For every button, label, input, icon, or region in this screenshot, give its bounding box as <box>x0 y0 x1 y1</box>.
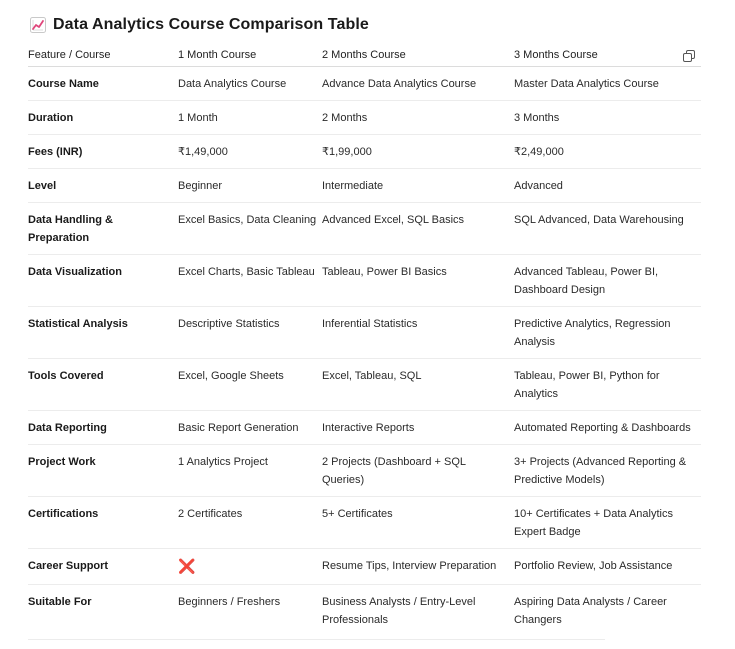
row-feature: Suitable For <box>28 596 92 608</box>
chart-increasing-icon <box>30 17 46 33</box>
row-feature: Statistical Analysis <box>28 307 178 359</box>
row-feature: Course Name <box>28 67 178 101</box>
cell-1-month: 2 Certificates <box>178 497 322 549</box>
cell-2-months: 2 Projects (Dashboard + SQL Queries) <box>322 445 514 497</box>
table-row <box>28 135 701 169</box>
cell-3-months: 3 Months <box>514 101 701 135</box>
table-row <box>28 411 701 445</box>
cell-3-months: ₹2,49,000 <box>514 135 701 169</box>
cell-2-months: 5+ Certificates <box>322 497 514 549</box>
comparison-table <box>28 44 701 636</box>
cell-3-months: 10+ Certificates + Data Analytics Expert Badge <box>514 497 701 549</box>
table-row <box>28 307 701 359</box>
row-feature: Data Reporting <box>28 411 178 445</box>
table-row <box>28 203 701 255</box>
cell-2-months: ₹1,99,000 <box>322 135 514 169</box>
row-feature: Data Handling & Preparation <box>28 203 178 255</box>
cell-2-months: Interactive Reports <box>322 411 514 445</box>
cell-1-month: Descriptive Statistics <box>178 307 322 359</box>
column-header-feature: Feature / Course <box>28 44 178 67</box>
cell-3-months: Advanced Tableau, Power BI, Dashboard Design <box>514 255 701 307</box>
cell-3-months: Tableau, Power BI, Python for Analytics <box>514 359 701 411</box>
table-row <box>28 359 701 411</box>
table-row <box>28 169 701 203</box>
cell-2-months: Business Analysts / Entry-Level Professionals <box>322 596 476 626</box>
cross-mark-icon: ❌ <box>178 558 196 574</box>
table-row <box>28 549 701 585</box>
cell-1-month: Beginner <box>178 169 322 203</box>
cell-2-months: Tableau, Power BI Basics <box>322 255 514 307</box>
cell-3-months: Predictive Analytics, Regression Analysis <box>514 307 701 359</box>
row-feature: Level <box>28 169 178 203</box>
cell-2-months: Intermediate <box>322 169 514 203</box>
cell-2-months: Advanced Excel, SQL Basics <box>322 203 514 255</box>
comparison-table-container <box>28 44 701 636</box>
cell-3-months: Automated Reporting & Dashboards <box>514 411 701 445</box>
table-header-row <box>28 44 701 67</box>
cell-1-month: Beginners / Freshers <box>178 596 281 608</box>
table-row <box>28 445 701 497</box>
page-title: Data Analytics Course Comparison Table <box>53 16 369 33</box>
cell-1-month: 1 Month <box>178 101 322 135</box>
table-row <box>28 101 701 135</box>
cell-1-month: Basic Report Generation <box>178 411 322 445</box>
cell-2-months: 2 Months <box>322 101 514 135</box>
column-header-1-month: 1 Month Course <box>178 44 322 67</box>
cell-3-months: Aspiring Data Analysts / Career Changers <box>514 596 667 626</box>
cell-1-month: Data Analytics Course <box>178 67 322 101</box>
cell-3-months: Master Data Analytics Course <box>514 67 701 101</box>
cell-1-month: Excel, Google Sheets <box>178 359 322 411</box>
cell-1-month: 1 Analytics Project <box>178 445 322 497</box>
table-row <box>28 255 701 307</box>
cell-1-month: Excel Basics, Data Cleaning <box>178 203 322 255</box>
cell-1-month: Excel Charts, Basic Tableau <box>178 255 322 307</box>
cell-3-months: Portfolio Review, Job Assistance <box>514 549 701 585</box>
cell-2-months: Excel, Tableau, SQL <box>322 359 514 411</box>
row-feature: Project Work <box>28 445 178 497</box>
cell-2-months: Inferential Statistics <box>322 307 514 359</box>
cell-2-months: Advance Data Analytics Course <box>322 67 514 101</box>
cell-3-months: SQL Advanced, Data Warehousing <box>514 203 701 255</box>
table-row <box>28 67 701 101</box>
table-row <box>28 497 701 549</box>
row-feature: Fees (INR) <box>28 135 178 169</box>
row-feature: Duration <box>28 101 178 135</box>
cell-1-month: ₹1,49,000 <box>178 135 322 169</box>
row-feature: Tools Covered <box>28 359 178 411</box>
bottom-divider <box>28 639 605 640</box>
table-row <box>28 585 701 637</box>
column-header-2-months: 2 Months Course <box>322 44 514 67</box>
cell-1-month <box>178 549 322 585</box>
row-feature: Career Support <box>28 549 178 585</box>
cell-3-months: Advanced <box>514 169 701 203</box>
row-feature: Data Visualization <box>28 255 178 307</box>
column-header-3-months: 3 Months Course <box>514 44 701 67</box>
table-heading <box>30 13 369 37</box>
row-feature: Certifications <box>28 497 178 549</box>
cell-2-months: Resume Tips, Interview Preparation <box>322 549 514 585</box>
cell-3-months: 3+ Projects (Advanced Reporting & Predictive Models) <box>514 445 701 497</box>
copy-icon[interactable] <box>683 49 695 61</box>
